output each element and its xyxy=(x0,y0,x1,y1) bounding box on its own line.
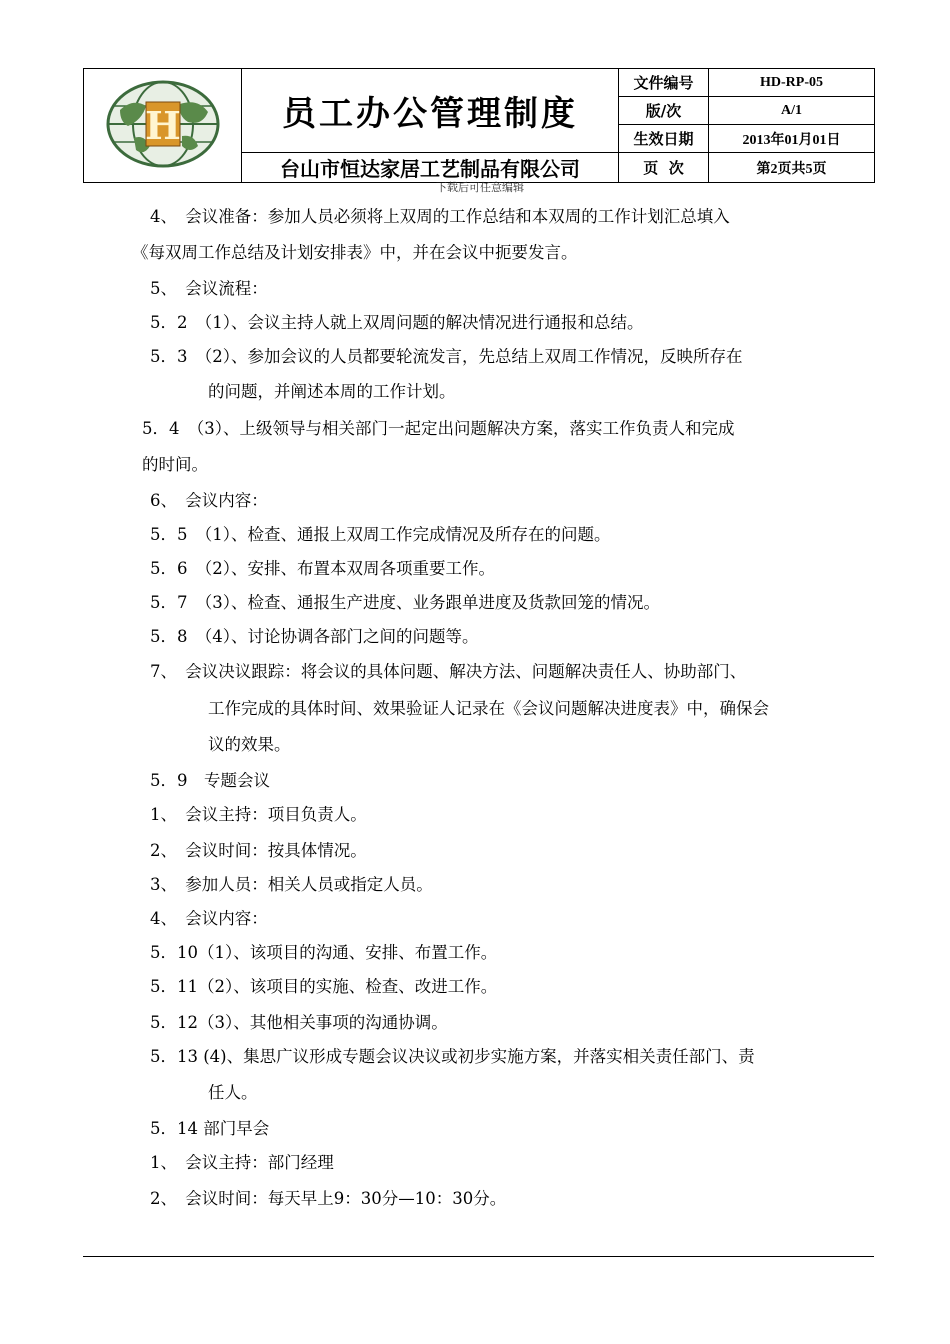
body-line: 5．2 （1）、会议主持人就上双周问题的解决情况进行通报和总结。 xyxy=(150,313,644,332)
body-line: 的时间。 xyxy=(142,455,208,474)
page-value: 第2页共5页 xyxy=(709,153,875,183)
body-line: 6、 会议内容： xyxy=(150,491,268,510)
body-line: 4、 会议内容： xyxy=(150,909,268,928)
footer-rule xyxy=(83,1256,874,1257)
body-line: 5．4 （3）、上级领导与相关部门一起定出问题解决方案，落实工作负责人和完成 xyxy=(142,419,735,438)
body-line: 5．7 （3）、检查、通报生产进度、业务跟单进度及货款回笼的情况。 xyxy=(150,593,660,612)
page-label: 页 次 xyxy=(619,153,709,183)
body-line: 5．11（2）、该项目的实施、检查、改进工作。 xyxy=(150,977,498,996)
body-line: 3、 参加人员：相关人员或指定人员。 xyxy=(150,875,433,894)
body-line: 5．9 专题会议 xyxy=(150,771,270,790)
version-label: 版/次 xyxy=(619,97,709,125)
body-line: 7、 会议决议跟踪：将会议的具体问题、解决方法、问题解决责任人、协助部门、 xyxy=(150,662,747,681)
effective-date-label: 生效日期 xyxy=(619,125,709,153)
body-line: 2、 会议时间：按具体情况。 xyxy=(150,841,367,860)
body-line: 工作完成的具体时间、效果验证人记录在《会议问题解决进度表》中，确保会 xyxy=(208,699,769,718)
body-line: 5．6 （2）、安排、布置本双周各项重要工作。 xyxy=(150,559,495,578)
body-line: 任人。 xyxy=(208,1083,258,1102)
body-line: 5．13 (4)、集思广议形成专题会议决议或初步实施方案，并落实相关责任部门、责 xyxy=(150,1047,755,1066)
body-line: 1、 会议主持：部门经理 xyxy=(150,1153,334,1172)
document-title: 员工办公管理制度 xyxy=(242,69,619,153)
version-value: A/1 xyxy=(709,97,875,125)
svg-text:H: H xyxy=(144,102,181,148)
download-watermark: 下载后可任意编辑 xyxy=(436,181,524,194)
body-line: 5、 会议流程： xyxy=(150,279,268,298)
body-line: 5．5 （1）、检查、通报上双周工作完成情况及所存在的问题。 xyxy=(150,525,611,544)
doc-number-value: HD-RP-05 xyxy=(709,69,875,97)
body-line: 5．8 （4）、讨论协调各部门之间的问题等。 xyxy=(150,627,479,646)
body-line: 2、 会议时间：每天早上9：30分—10：30分。 xyxy=(150,1189,507,1208)
body-line: 《每双周工作总结及计划安排表》中，并在会议中扼要发言。 xyxy=(132,243,578,262)
doc-number-label: 文件编号 xyxy=(619,69,709,97)
effective-date-value: 2013年01月01日 xyxy=(709,125,875,153)
company-logo xyxy=(84,69,242,183)
body-line: 5．14 部门早会 xyxy=(150,1119,270,1138)
body-line: 议的效果。 xyxy=(208,735,291,754)
body-line: 的问题，并阐述本周的工作计划。 xyxy=(208,382,456,401)
globe-logo-icon xyxy=(98,76,228,172)
body-line: 5．3 （2）、参加会议的人员都要轮流发言，先总结上双周工作情况，反映所存在 xyxy=(150,347,743,366)
document-header-table xyxy=(83,68,875,183)
company-name: 台山市恒达家居工艺制品有限公司 xyxy=(242,153,619,183)
body-line: 5．10（1）、该项目的沟通、安排、布置工作。 xyxy=(150,943,498,962)
body-line: 1、 会议主持：项目负责人。 xyxy=(150,805,367,824)
body-line: 4、 会议准备：参加人员必须将上双周的工作总结和本双周的工作计划汇总填入 xyxy=(150,207,730,226)
body-line: 5．12（3）、其他相关事项的沟通协调。 xyxy=(150,1013,448,1032)
